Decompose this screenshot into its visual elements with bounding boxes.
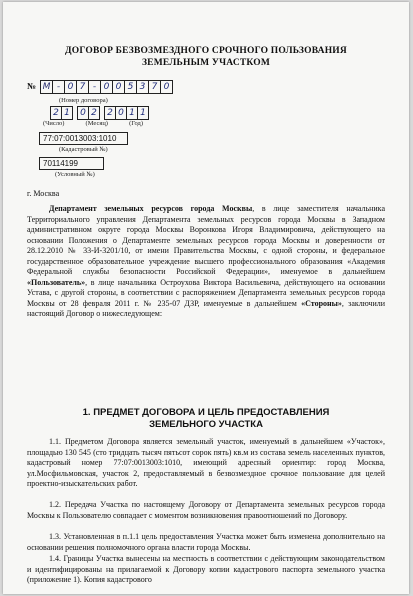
clause-1-4: 1.4. Границы Участка вынесены на местность в соответствии с действующим законодательством и идентифицированы на прилагаемой к Договору копии кадастрового паспорта земельного участка (приложение 1). Копия кадастрового bbox=[27, 554, 385, 584]
number-cell: 7 bbox=[148, 80, 161, 94]
number-cell: 7 bbox=[76, 80, 89, 94]
section1-heading-line2: ЗЕМЕЛЬНОГО УЧАСТКА bbox=[149, 419, 263, 430]
number-cell: 5 bbox=[124, 80, 137, 94]
date-captions bbox=[43, 120, 143, 127]
user-term: «Пользователь» bbox=[27, 277, 86, 287]
date-cell: 1 bbox=[126, 106, 138, 120]
parties-paragraph bbox=[27, 204, 385, 320]
doc-title-line1: ДОГОВОР БЕЗВОЗМЕЗДНОГО СРОЧНОГО ПОЛЬЗОВАНИЯ bbox=[65, 46, 347, 56]
parties-term: «Стороны» bbox=[301, 298, 342, 308]
number-cell: 0 bbox=[100, 80, 113, 94]
number-cell: 3 bbox=[136, 80, 149, 94]
number-cell: М bbox=[40, 80, 53, 94]
number-cell: 0 bbox=[112, 80, 125, 94]
doc-title-line2: ЗЕМЕЛЬНЫМ УЧАСТКОМ bbox=[141, 58, 271, 68]
date-year bbox=[105, 106, 149, 120]
date-caption-month: (Месяц) bbox=[85, 120, 108, 127]
conditional-caption: (Условный №) bbox=[55, 171, 95, 178]
city-line: г. Москва bbox=[27, 189, 60, 198]
number-cell: - bbox=[88, 80, 101, 94]
date-cell: 0 bbox=[115, 106, 127, 120]
number-cell: 0 bbox=[160, 80, 173, 94]
cadastral-number-field: 77:07:0013003:1010 bbox=[39, 132, 128, 145]
document-page bbox=[3, 2, 409, 594]
conditional-number-field: 70114199 bbox=[39, 157, 104, 170]
number-cell: - bbox=[52, 80, 65, 94]
department-name: Департамент земельных ресурсов города Москвы bbox=[49, 204, 253, 213]
date-cell: 2 bbox=[50, 106, 62, 120]
date-month bbox=[78, 106, 100, 120]
number-cell: 0 bbox=[64, 80, 77, 94]
date-caption-day: (Число) bbox=[43, 120, 65, 127]
number-caption: (Номер договора) bbox=[59, 97, 108, 104]
date-cell: 0 bbox=[77, 106, 89, 120]
parties-text-1: , в лице заместителя начальника Территориального управления Департамента земельных ресурсов города Москвы в Западном административном округе города Москвы Воронкова Игоря Владимировича, действующего на основании Положения о Департаменте земельных ресурсов города Москвы и доверенности от 28.12.2010 № 33-И-3201/10, от имени Правительства Москвы, с одной стороны, и федеральное государственное образовательное учреждение высшего профессионального образования «Академия Федеральной службы безопасности Российской Федерации», именуемое в дальнейшем bbox=[27, 204, 385, 276]
clause-1-1: 1.1. Предметом Договора является земельный участок, именуемый в дальнейшем «Участок», площадью 130 545 (сто тридцать тысяч пятьсот сорок пять) кв.м из состава земель населенных пунктов, кадастровый номер 77:07:0013003:1010, имеющий адресный ориентир: город Москва, ул.Мосфильмовская, участок 2, предоставляемый в безвозмездное срочное пользование для целей проектно-изыскательских работ. bbox=[27, 437, 385, 488]
date-cell: 2 bbox=[104, 106, 116, 120]
parties-text-2: , в лице начальника Остроухова Виктора Васильевича, действующего на основании Устава, с другой стороны, в соответствии с распоряжением Департамента земельных ресурсов города Москвы от 28 февраля 2011 г. № 235-07 ДЗР, именуемые в дальнейшем bbox=[27, 277, 385, 308]
parties-text-3: , заключили настоящий Договор о нижеследующем: bbox=[27, 298, 386, 318]
date-cell: 2 bbox=[88, 106, 100, 120]
number-sign: № bbox=[27, 81, 37, 91]
date-day bbox=[51, 106, 73, 120]
date-row bbox=[51, 106, 154, 120]
contract-number-cells bbox=[41, 80, 173, 94]
clause-1-3: 1.3. Установленная в п.1.1 цель предоставления Участка может быть изменена дополнительно на основании решения полномочного органа власти города Москвы. bbox=[27, 532, 385, 552]
clause-1-2: 1.2. Передача Участка по настоящему Договору от Департамента земельных ресурсов города Москвы к Пользователю совпадает с моментом возникновения правоотношений по Договору. bbox=[27, 500, 385, 520]
date-caption-year: (Год) bbox=[129, 120, 143, 127]
date-cell: 1 bbox=[137, 106, 149, 120]
section1-heading-line1: 1. ПРЕДМЕТ ДОГОВОРА И ЦЕЛЬ ПРЕДОСТАВЛЕНИЯ bbox=[82, 407, 330, 418]
cadastral-caption: (Кадастровый №) bbox=[59, 146, 108, 153]
date-cell: 1 bbox=[61, 106, 73, 120]
